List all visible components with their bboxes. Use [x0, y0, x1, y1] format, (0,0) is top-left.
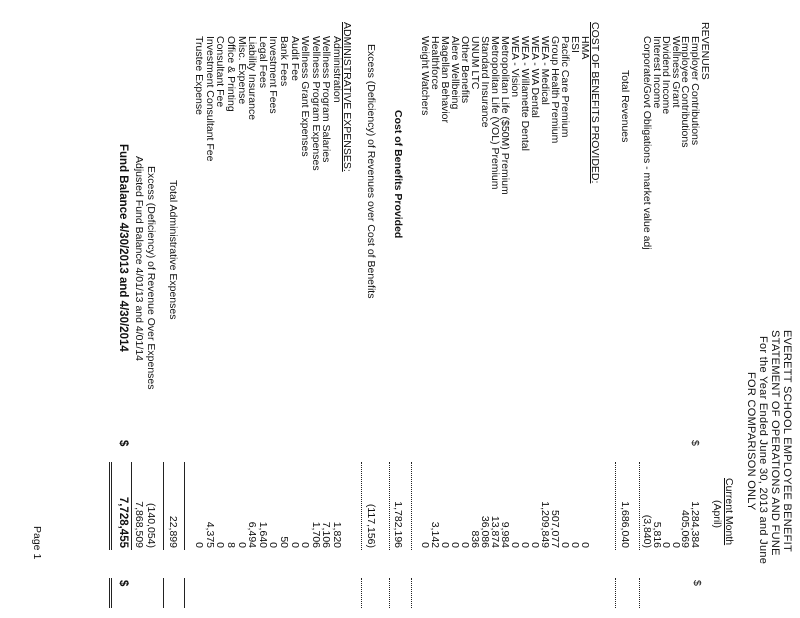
- benefits-heading: COST OF BENEFITS PROVIDED:: [589, 22, 601, 184]
- col2-rule-a: [639, 578, 640, 608]
- admin-row-value: 0: [299, 542, 312, 548]
- benefit-row-value: 836: [469, 530, 481, 548]
- admin-row-value: 1,820: [331, 521, 343, 548]
- benefit-row-value: 0: [419, 542, 431, 548]
- revenue-row-label: Dividend Income: [660, 36, 673, 115]
- admin-row-value: 50: [278, 536, 290, 548]
- benefit-row-value: 0: [559, 542, 571, 548]
- admin-row-value: 0: [193, 542, 206, 548]
- admin-row-value: 0: [288, 542, 301, 548]
- benefit-row-label: WEA - WA Dental: [529, 36, 541, 118]
- admin-row-label: Consultant Fee: [214, 36, 227, 108]
- benefit-row-value: 0: [459, 542, 471, 548]
- revenue-row-label: Interest Income: [650, 36, 663, 109]
- revenue-row-value: 405,069: [679, 510, 692, 548]
- revenue-row-value: 0: [669, 542, 682, 548]
- benefit-row-label: Metropolitan Life ($50M) Premium: [499, 36, 511, 195]
- benefit-row-label: Metropolitan Life (VOL) Premium: [489, 36, 501, 190]
- admin-row-label: Wellness Grant Expenses: [299, 36, 312, 157]
- admin-row-value: 1,640: [256, 521, 269, 548]
- admin-row-label: Wellness Program Expenses: [309, 36, 322, 171]
- revenue-row-value: 5,816: [650, 521, 663, 548]
- col2-rule-c: [411, 578, 412, 608]
- revenue-row-label: Wellness Grant: [669, 36, 682, 108]
- benefit-row-label: Healthforce: [429, 36, 441, 90]
- admin-row-value: 1,706: [309, 521, 322, 548]
- revenue-row-value: (3,840): [641, 514, 653, 548]
- revenue-row-value: 1,284,384: [689, 501, 701, 548]
- excess-revenue-over-benefits-value: (117,156): [365, 503, 377, 548]
- admin-row-label: Audit Fee: [288, 36, 301, 81]
- benefit-row-value: 0: [519, 542, 531, 548]
- revenue-row-value: 0: [660, 542, 673, 548]
- benefits-total-rule: [389, 462, 390, 550]
- adjusted-fund-balance-value: 7,868,509: [133, 501, 145, 548]
- benefit-row-label: Alere Wellbeing: [449, 36, 461, 110]
- admin-total-rule: [163, 462, 164, 550]
- benefit-row-label: WEA - Vision: [509, 36, 521, 98]
- excess-revenue-over-expenses-value: (140,054): [145, 503, 157, 548]
- admin-row-value: 8: [225, 542, 237, 548]
- fund-rule: [131, 462, 132, 550]
- cost-of-benefits-label: Cost of Benefits Provided: [392, 110, 404, 239]
- revenues-rule: [639, 462, 640, 550]
- benefit-row-value: 507,077: [549, 510, 561, 548]
- benefit-row-value: 0: [529, 542, 541, 548]
- admin-row-label: Liability Insurance: [246, 36, 259, 121]
- col2-rule-g: [163, 578, 164, 608]
- admin-heading: ADMINISTRATIVE EXPENSES:: [341, 22, 353, 172]
- fund-balance-dollar: $: [117, 440, 129, 447]
- benefit-row-value: 9,984: [499, 521, 511, 548]
- total-revenues-value: 1,686,040: [619, 501, 631, 548]
- benefit-row-label: Group Health Premium: [549, 36, 561, 144]
- excess-rule: [361, 462, 362, 550]
- benefit-row-label: HMA: [579, 36, 591, 60]
- total-admin-value: 22,899: [167, 515, 179, 548]
- revenue-row-label: Corporate/Govt Obligations - market value adj: [641, 36, 653, 250]
- fund-balance-label: Fund Balance 4/30/2013 and 4/30/2014: [117, 144, 129, 352]
- benefit-row-value: 13,874: [489, 515, 501, 548]
- benefit-row-value: 3,142: [429, 521, 441, 548]
- admin-row-value: 4,375: [203, 521, 216, 548]
- admin-row-value: 0: [267, 542, 280, 548]
- excess-revenue-over-expenses-label: Excess (Deficiency) of Revenue Over Expenses: [145, 166, 157, 390]
- total-admin-label: Total Administrative Expenses: [167, 180, 179, 320]
- col2-rule-f: [184, 578, 185, 608]
- benefit-row-value: 0: [569, 542, 581, 548]
- admin-row-label: Misc. Expense: [235, 36, 248, 105]
- excess-revenue-over-benefits-label: Excess (Deficiency) of Revenues over Cost of Benefits: [365, 44, 377, 299]
- benefits-rule: [411, 462, 412, 550]
- col2-rule-b: [615, 578, 616, 608]
- benefit-row-label: Weight Watchers: [419, 36, 431, 116]
- fund-balance-value: 7,728,455: [117, 496, 129, 548]
- org-title: EVERETT SCHOOL EMPLOYEE BENEFIT: [781, 330, 793, 553]
- benefit-row-label: WEA - Medical: [539, 36, 551, 105]
- benefit-row-value: 0: [449, 542, 461, 548]
- revenues-total-rule: [615, 462, 616, 550]
- admin-row-label: Investment Consultant Fee: [203, 36, 216, 162]
- benefit-row-label: Magellan Behavior: [439, 36, 451, 123]
- adjusted-fund-balance-label: Adjusted Fund Balance 4/01/13 and 4/01/14: [133, 156, 145, 361]
- revenue-row-label: Employee Contributions: [679, 36, 692, 148]
- cost-of-benefits-value: 1,782,196: [392, 501, 404, 548]
- period-line: For the Year Ended June 30, 2013 and June: [757, 336, 769, 565]
- admin-row-label: Legal Fees: [256, 36, 269, 88]
- total-revenues-label: Total Revenues: [619, 70, 631, 143]
- comparison-note: FOR COMPARISON ONLY: [745, 372, 757, 511]
- admin-row-value: 0: [214, 542, 227, 548]
- revenues-heading: REVENUES: [699, 22, 711, 80]
- revenue-row-label: Employer Contributions: [689, 36, 701, 146]
- admin-row-value: 7,106: [320, 521, 333, 548]
- admin-row-value: 0: [235, 542, 248, 548]
- benefit-row-label: Pacific Care Premium: [559, 36, 571, 138]
- admin-row-label: Administration: [331, 36, 343, 103]
- column-header-current-month: Current Month: [723, 478, 735, 546]
- col2-dollar: $: [691, 580, 703, 586]
- admin-row-label: Investment Fees: [267, 36, 280, 114]
- fund-double-rule: [109, 462, 112, 550]
- benefit-row-value: 1,209,849: [539, 501, 551, 548]
- fund-balance-dollar-col2: $: [117, 580, 129, 587]
- fund-double-rule-col2: [109, 578, 112, 608]
- benefit-row-label: ESI: [569, 36, 581, 53]
- column-subheader-april: (April): [711, 500, 723, 528]
- page-number: Page 1: [31, 526, 43, 560]
- benefit-row-label: WEA - Willamette Dental: [519, 36, 531, 151]
- admin-rule: [184, 462, 185, 550]
- admin-row-label: Bank Fees: [278, 36, 290, 87]
- revenue-row-dollar: $: [689, 440, 701, 446]
- statement-title: STATEMENT OF OPERATIONS AND FUNE: [769, 330, 781, 556]
- col2-rule-e: [361, 578, 362, 608]
- admin-row-label: Office & Printing: [225, 36, 237, 112]
- admin-row-label: Trustee Expense: [193, 36, 206, 115]
- col2-rule-d: [389, 578, 390, 608]
- benefit-row-value: 36,086: [479, 515, 491, 548]
- benefit-row-value: 0: [579, 542, 591, 548]
- admin-row-label: Wellness Program Salaries: [320, 36, 333, 163]
- benefit-row-label: Other Benefits: [459, 36, 471, 104]
- benefit-row-value: 0: [509, 542, 521, 548]
- benefit-row-label: UNUM LTC: [469, 36, 481, 90]
- benefit-row-label: Standard Insurance: [479, 36, 491, 128]
- benefit-row-value: 0: [439, 542, 451, 548]
- admin-row-value: 6,494: [246, 521, 259, 548]
